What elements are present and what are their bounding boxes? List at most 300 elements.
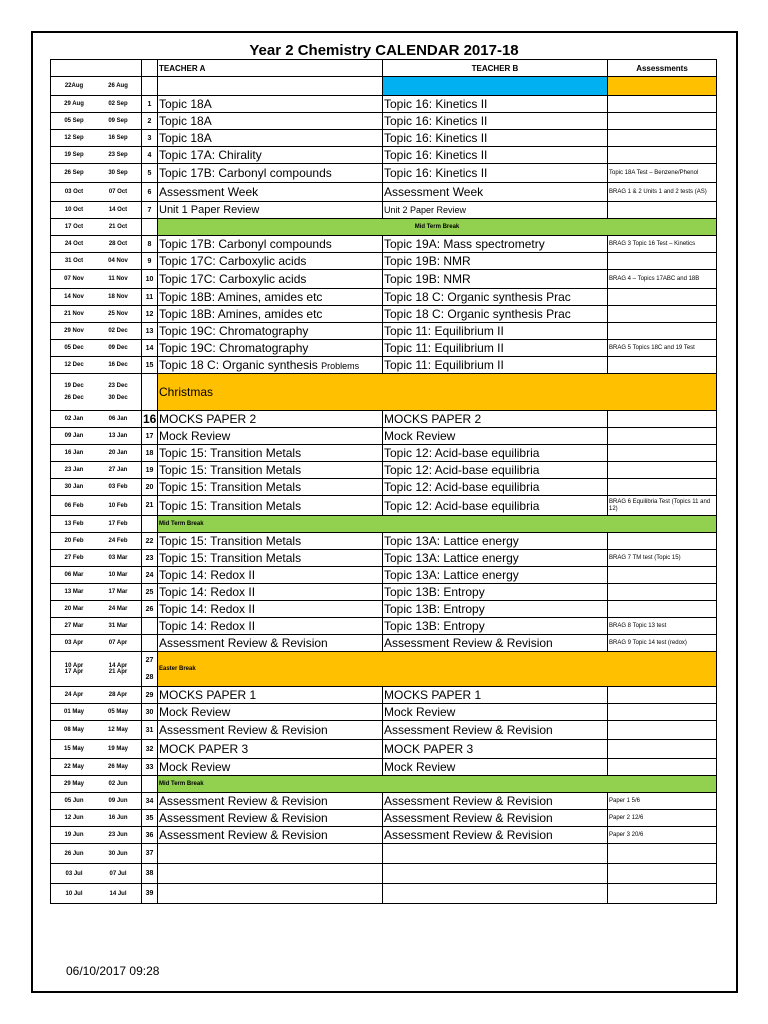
week-dates (51, 130, 142, 147)
week-end-date: 16 Sep (108, 135, 128, 141)
week-end-date: 09 Dec (108, 345, 128, 351)
week-number: 14 (142, 340, 158, 357)
teacher-b-topic (383, 864, 608, 884)
week-end-date: 30 Jun (108, 850, 128, 857)
teacher-a-topic (158, 289, 383, 306)
assessment-note (608, 411, 717, 428)
teacher-a-text: Topic 15: Transition Metals (159, 446, 302, 460)
teacher-a-topic (158, 618, 383, 635)
teacher-b-topic: Topic 18 C: Organic synthesis Prac (383, 306, 608, 323)
week-number: 23 (142, 550, 158, 567)
teacher-a-text: Assessment Review & Revision (159, 811, 328, 825)
teacher-b-topic: Assessment Week (383, 183, 608, 202)
week-start-date: 24 Oct (64, 241, 84, 247)
assessment-note: Paper 2 12/6 (608, 810, 717, 827)
assessment-note: BRAG 4 – Topics 17ABC and 18B (608, 270, 717, 289)
week-number: 9 (142, 253, 158, 270)
week-number: 35 (142, 810, 158, 827)
week-number: 30 (142, 704, 158, 721)
table-row (51, 323, 717, 340)
week-dates (51, 357, 142, 374)
teacher-a-topic (158, 496, 383, 516)
week-number: 21 (142, 496, 158, 516)
teacher-b-topic: Mock Review (383, 704, 608, 721)
teacher-b-topic: MOCKS PAPER 2 (383, 411, 608, 428)
week-start-date: 03 Oct (64, 189, 84, 195)
assessment-note (608, 844, 717, 864)
assessment-note: BRAG 7 TM test (Topic 15) (608, 550, 717, 567)
week-number: 20 (142, 479, 158, 496)
week-start-date: 29 Aug (64, 101, 84, 107)
teacher-a-text: Mock Review (159, 429, 231, 443)
teacher-a-text: Topic 14: Redox II (159, 568, 256, 582)
week-end-date: 03 Mar (108, 555, 128, 561)
teacher-a-topic (158, 428, 383, 445)
week-end-date: 07 Apr (108, 640, 128, 646)
week-end-date: 17 Feb (108, 521, 128, 527)
teacher-b-topic: Topic 18 C: Organic synthesis Prac (383, 289, 608, 306)
week-start-date: 08 May (63, 727, 84, 733)
week-start-date: 14 Nov (64, 294, 84, 300)
week-start-date: 29 May (63, 781, 84, 787)
week-number: 5 (142, 164, 158, 183)
teacher-a-topic (158, 202, 383, 219)
teacher-b-topic (383, 844, 608, 864)
week-dates (51, 411, 142, 428)
week-end-date: 16 Dec (108, 362, 128, 368)
table-row (51, 77, 717, 96)
assessment-note: BRAG 8 Topic 13 test (608, 618, 717, 635)
assessment-note (608, 202, 717, 219)
week-number: 1 (142, 96, 158, 113)
week-dates (51, 164, 142, 183)
teacher-a-topic (158, 236, 383, 253)
week-end-date: 31 Mar (108, 623, 128, 629)
teacher-a-topic (158, 584, 383, 601)
teacher-a-topic (158, 635, 383, 652)
teacher-b-topic: MOCKS PAPER 1 (383, 687, 608, 704)
week-start-date: 22Aug (64, 83, 84, 89)
week-dates (51, 635, 142, 652)
week-start-date: 20 Feb (64, 538, 84, 544)
table-row (51, 164, 717, 183)
week-start-date: 01 May (63, 709, 84, 715)
header-week (142, 60, 158, 77)
week-end-date: 11 Nov (108, 276, 128, 282)
week-end-date: 26 May (107, 764, 128, 770)
week-start-date: 17 Oct (64, 224, 84, 230)
table-row (51, 357, 717, 374)
teacher-b-topic: Topic 16: Kinetics II (383, 147, 608, 164)
teacher-a-text: Topic 15: Transition Metals (159, 534, 302, 548)
week-dates (51, 183, 142, 202)
teacher-b-topic: Topic 13A: Lattice energy (383, 550, 608, 567)
week-dates (51, 516, 142, 533)
teacher-b-topic: Topic 16: Kinetics II (383, 113, 608, 130)
assessment-note (608, 567, 717, 584)
week-start-date: 15 May (63, 746, 84, 752)
week-dates (51, 77, 142, 96)
week-dates (51, 533, 142, 550)
week-end-date: 09 Sep (108, 118, 128, 124)
table-row (51, 496, 717, 516)
assessment-note (608, 323, 717, 340)
teacher-a-topic (158, 130, 383, 147)
week-number: 39 (142, 884, 158, 904)
teacher-a-topic (158, 810, 383, 827)
week-dates (51, 721, 142, 740)
teacher-b-topic: Topic 19B: NMR (383, 270, 608, 289)
table-row (51, 253, 717, 270)
table-row (51, 601, 717, 618)
table-row (51, 113, 717, 130)
week-number: 34 (142, 793, 158, 810)
week-end-date: 07 Jul (109, 870, 127, 877)
teacher-a-text: Topic 19C: Chromatography (159, 341, 309, 355)
teacher-a-topic (158, 357, 383, 374)
teacher-a-topic (158, 445, 383, 462)
teacher-b-topic: Topic 13A: Lattice energy (383, 567, 608, 584)
week-number: 3 (142, 130, 158, 147)
table-row (51, 462, 717, 479)
week-dates (51, 236, 142, 253)
week-end-date: 30 Dec (108, 395, 128, 401)
week-dates (51, 306, 142, 323)
teacher-a-topic (158, 323, 383, 340)
teacher-a-topic (158, 550, 383, 567)
teacher-a-topic (158, 411, 383, 428)
week-dates (51, 810, 142, 827)
week-start-date: 27 Feb (64, 555, 84, 561)
assessment-note: BRAG 5 Topics 18C and 19 Test (608, 340, 717, 357)
teacher-b-topic: Unit 2 Paper Review (383, 202, 608, 219)
table-row (51, 776, 717, 793)
teacher-a-text: Topic 15: Transition Metals (159, 551, 302, 565)
assessment-note (608, 147, 717, 164)
teacher-b-topic: Assessment Review & Revision (383, 635, 608, 652)
teacher-a-text: Topic 17C: Carboxylic acids (159, 272, 307, 286)
table-row (51, 721, 717, 740)
week-number: 8 (142, 236, 158, 253)
assessment-note (608, 428, 717, 445)
week-dates (51, 270, 142, 289)
assessment-note (608, 357, 717, 374)
week-start-date: 07 Nov (64, 276, 84, 282)
week-start-date: 30 Jan (64, 484, 84, 490)
teacher-b-topic: Topic 12: Acid-base equilibria (383, 445, 608, 462)
week-dates (51, 759, 142, 776)
week-start-date: 19 Dec (64, 383, 84, 389)
assessment-note (608, 759, 717, 776)
teacher-b-topic: Topic 12: Acid-base equilibria (383, 462, 608, 479)
week-end-date: 03 Feb (108, 484, 128, 490)
assessment-note (608, 601, 717, 618)
week-dates (51, 113, 142, 130)
week-dates (51, 884, 142, 904)
week-dates (51, 584, 142, 601)
week-start-date: 10 Oct (64, 207, 84, 213)
week-start-date: 05 Sep (64, 118, 84, 124)
assessment-note (608, 253, 717, 270)
week-end-date: 02 Jun (108, 781, 128, 787)
page-title: Year 2 Chemistry CALENDAR 2017-18 (249, 42, 519, 59)
week-dates (51, 202, 142, 219)
calendar-table (50, 59, 717, 904)
teacher-b-topic: Topic 12: Acid-base equilibria (383, 479, 608, 496)
week-start-date: 12 Dec (64, 362, 84, 368)
week-start-date: 09 Jan (64, 433, 84, 439)
table-row (51, 147, 717, 164)
teacher-a-topic (158, 704, 383, 721)
teacher-a-text: Topic 14: Redox II (159, 619, 256, 633)
assessment-note: Topic 18A Test – Benzene/Phenol (608, 164, 717, 183)
assessment-note (608, 130, 717, 147)
week-start-date: 26 Sep (64, 170, 84, 176)
week-dates (51, 219, 142, 236)
table-row (51, 635, 717, 652)
teacher-a-topic (158, 306, 383, 323)
table-row (51, 374, 717, 411)
week-start-date: 19 Sep (64, 152, 84, 158)
teacher-b-topic: Topic 16: Kinetics II (383, 164, 608, 183)
teacher-b-topic: MOCK PAPER 3 (383, 740, 608, 759)
week-dates (51, 323, 142, 340)
week-dates (51, 827, 142, 844)
week-number: 10 (142, 270, 158, 289)
week-dates (51, 147, 142, 164)
week-number: 13 (142, 323, 158, 340)
week-start-date: 22 May (63, 764, 84, 770)
week-dates (51, 479, 142, 496)
teacher-a-text: Assessment Review & Revision (159, 794, 328, 808)
teacher-a-text: Mock Review (159, 705, 231, 719)
week-number: 27 (145, 657, 154, 664)
week-start-date: 26 Jun (64, 850, 84, 857)
week-start-date: 05 Dec (64, 345, 84, 351)
assessment-note (608, 721, 717, 740)
teacher-a-topic (158, 759, 383, 776)
week-start-date: 24 Apr (64, 692, 84, 698)
week-number: 11 (142, 289, 158, 306)
table-row (51, 411, 717, 428)
header-dates (51, 60, 142, 77)
week-start-date: 03 Apr (64, 640, 84, 646)
assessment-note (608, 584, 717, 601)
assessment-note (608, 306, 717, 323)
teacher-b-topic: Topic 13B: Entropy (383, 618, 608, 635)
week-end-date: 06 Jan (108, 416, 128, 422)
teacher-b-topic: Topic 19A: Mass spectrometry (383, 236, 608, 253)
week-end-date: 02 Dec (108, 328, 128, 334)
week-end-date: 20 Jan (108, 450, 128, 456)
week-end-date: 21 Apr (108, 669, 128, 675)
week-dates (51, 496, 142, 516)
teacher-a-text: Topic 17B: Carbonyl compounds (159, 237, 332, 251)
teacher-b-topic: Topic 11: Equilibrium II (383, 323, 608, 340)
week-start-date: 27 Mar (64, 623, 84, 629)
table-row (51, 740, 717, 759)
teacher-a-text: Topic 18A (159, 114, 212, 128)
week-dates (51, 445, 142, 462)
week-end-date: 14 Jul (109, 890, 127, 897)
week-start-date: 23 Jan (64, 467, 84, 473)
teacher-a-topic (158, 462, 383, 479)
table-row (51, 428, 717, 445)
teacher-a-text: Topic 17B: Carbonyl compounds (159, 166, 332, 180)
week-number: 37 (142, 844, 158, 864)
week-end-date: 27 Jan (108, 467, 128, 473)
table-row (51, 793, 717, 810)
week-dates (51, 864, 142, 884)
header-row (51, 60, 717, 77)
week-end-date: 23 Jun (108, 832, 128, 838)
assessment-note: BRAG 6 Equilibria Test (Topics 11 and 12) (608, 496, 717, 516)
teacher-a-text: Assessment Review & Revision (159, 828, 328, 842)
week-end-date: 17 Mar (108, 589, 128, 595)
teacher-a-text: Topic 17C: Carboxylic acids (159, 254, 307, 268)
teacher-a-topic (158, 864, 383, 884)
week-number: 25 (142, 584, 158, 601)
teacher-b-topic: Assessment Review & Revision (383, 721, 608, 740)
table-row (51, 827, 717, 844)
table-row (51, 516, 717, 533)
week-start-date: 02 Jan (64, 416, 84, 422)
teacher-a-text: MOCKS PAPER 2 (159, 412, 257, 426)
assessment-note: Paper 3 20/6 (608, 827, 717, 844)
week-number: 24 (142, 567, 158, 584)
teacher-a-text: Topic 14: Redox II (159, 585, 256, 599)
table-row (51, 306, 717, 323)
week-start-date: 06 Feb (64, 502, 84, 509)
teacher-a-text: Mock Review (159, 760, 231, 774)
header-teacher-b: TEACHER B (383, 60, 608, 77)
teacher-a-text: Assessment Review & Revision (159, 723, 328, 737)
week-number: 7 (142, 202, 158, 219)
teacher-b-topic: Topic 13B: Entropy (383, 601, 608, 618)
teacher-a-topic (158, 827, 383, 844)
week-dates (51, 428, 142, 445)
table-row (51, 884, 717, 904)
teacher-a-text: Topic 19C: Chromatography (159, 324, 309, 338)
table-row (51, 130, 717, 147)
week-number: 19 (142, 462, 158, 479)
table-row (51, 236, 717, 253)
week-end-date: 28 Apr (108, 692, 128, 698)
teacher-a-text: Assessment Week (159, 185, 259, 199)
week-end-date: 10 Feb (108, 502, 128, 509)
week-number: 17 (142, 428, 158, 445)
teacher-a-text: Topic 18A (159, 131, 212, 145)
teacher-a-topic (158, 721, 383, 740)
week-number (142, 374, 158, 411)
teacher-a-topic (158, 340, 383, 357)
teacher-b-topic: Topic 13A: Lattice energy (383, 533, 608, 550)
week-start-date: 05 Jun (64, 798, 84, 804)
week-start-date: 13 Mar (64, 589, 84, 595)
teacher-b-topic: Mock Review (383, 759, 608, 776)
week-dates (51, 374, 142, 411)
week-number (142, 618, 158, 635)
header-assessments: Assessments (608, 60, 717, 77)
header-teacher-a: TEACHER A (158, 60, 383, 77)
table-row (51, 219, 717, 236)
teacher-a-topic (158, 147, 383, 164)
teacher-a-text: Topic 17A: Chirality (159, 148, 262, 162)
print-timestamp: 06/10/2017 09:28 (66, 964, 160, 978)
week-dates (51, 340, 142, 357)
teacher-a-text: MOCK PAPER 3 (159, 742, 249, 756)
week-end-date: 04 Nov (108, 258, 128, 264)
mid-term-break: Mid Term Break (158, 776, 717, 793)
teacher-a-text: Topic 18A (159, 97, 212, 111)
table-row (51, 704, 717, 721)
week-number (142, 776, 158, 793)
week-end-date: 02 Sep (108, 101, 128, 107)
week-number: 36 (142, 827, 158, 844)
teacher-b-topic: Assessment Review & Revision (383, 827, 608, 844)
teacher-a-topic (158, 164, 383, 183)
assessment-note (608, 77, 717, 96)
week-dates (51, 844, 142, 864)
teacher-a-topic (158, 77, 383, 96)
week-end-date: 16 Jun (108, 815, 128, 821)
teacher-b-topic (383, 77, 608, 96)
week-end-date: 18 Nov (108, 294, 128, 300)
week-number: 38 (142, 864, 158, 884)
week-start-date: 21 Nov (64, 311, 84, 317)
table-row (51, 864, 717, 884)
week-end-date: 23 Sep (108, 152, 128, 158)
teacher-a-topic (158, 687, 383, 704)
table-row (51, 584, 717, 601)
week-end-date: 21 Oct (108, 224, 128, 230)
week-start-date: 12 Jun (64, 815, 84, 821)
assessment-note (608, 289, 717, 306)
teacher-a-topic (158, 884, 383, 904)
assessment-note (608, 533, 717, 550)
week-end-date: 25 Nov (108, 311, 128, 317)
week-number (142, 219, 158, 236)
week-dates (51, 776, 142, 793)
week-start-date: 31 Oct (64, 258, 84, 264)
week-end-date: 14 Oct (108, 207, 128, 213)
week-end-date: 07 Oct (108, 189, 128, 195)
teacher-b-topic: Topic 16: Kinetics II (383, 96, 608, 113)
assessment-note (608, 864, 717, 884)
week-start-date: 12 Sep (64, 135, 84, 141)
teacher-b-topic: Topic 11: Equilibrium II (383, 357, 608, 374)
week-dates (51, 289, 142, 306)
week-dates (51, 567, 142, 584)
week-number (142, 516, 158, 533)
assessment-note (608, 687, 717, 704)
assessment-note (608, 96, 717, 113)
teacher-a-topic (158, 183, 383, 202)
week-start-date: 20 Mar (64, 606, 84, 612)
teacher-b-topic: Topic 16: Kinetics II (383, 130, 608, 147)
week-number: 4 (142, 147, 158, 164)
assessment-note (608, 740, 717, 759)
table-row (51, 652, 717, 687)
week-number: 6 (142, 183, 158, 202)
week-number: 28 (145, 674, 154, 681)
table-row (51, 202, 717, 219)
week-dates (51, 462, 142, 479)
table-row (51, 289, 717, 306)
table-row (51, 270, 717, 289)
table-row (51, 96, 717, 113)
week-end-date: 23 Dec (108, 383, 128, 389)
